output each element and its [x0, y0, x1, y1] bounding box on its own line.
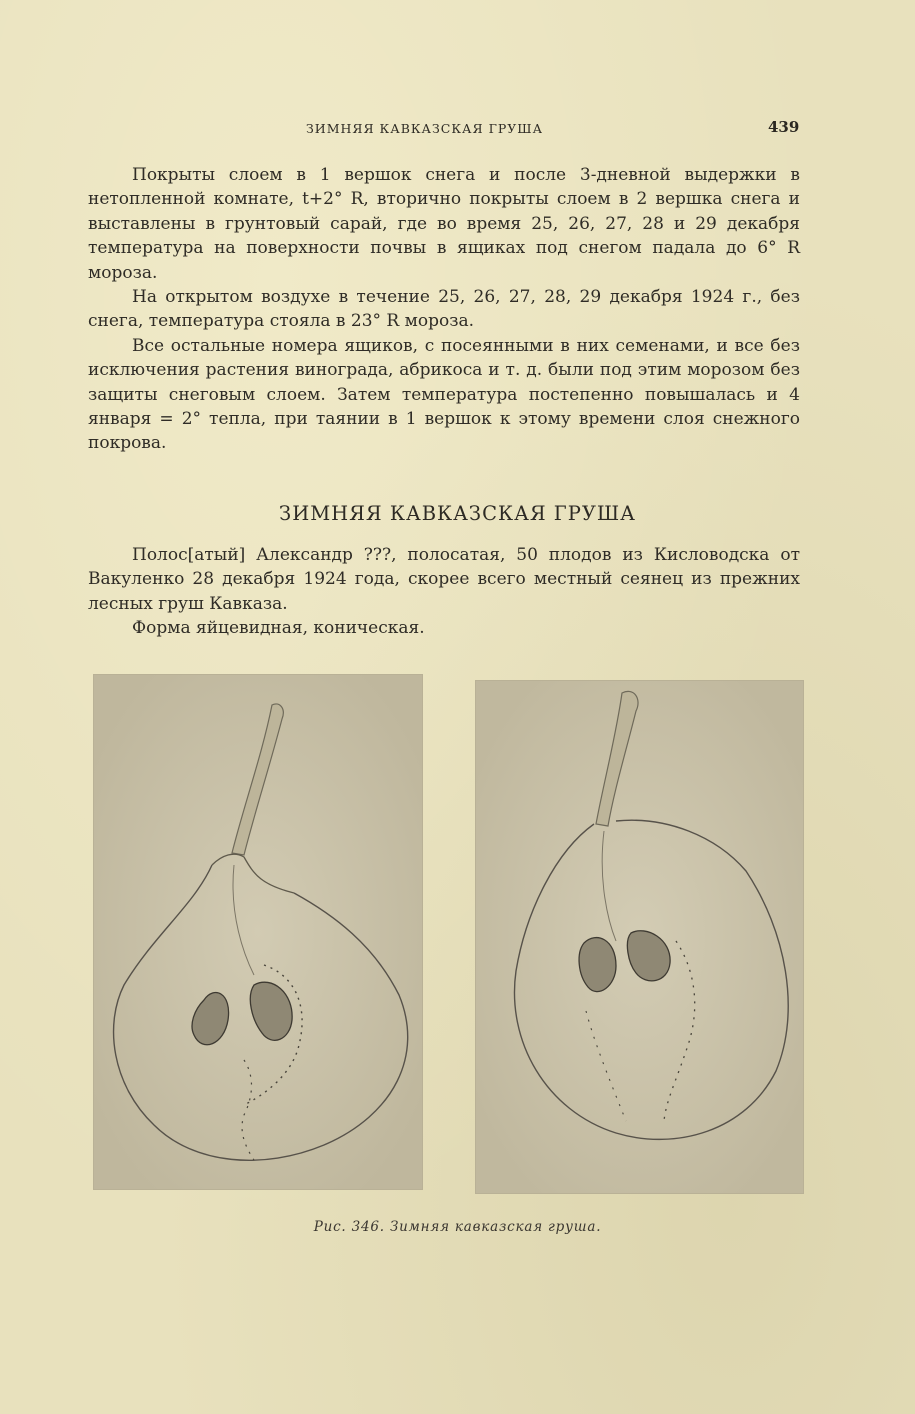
paragraph: Полос[атый] Александр ???, полосатая, 50 плодов из Кисловодска от Вакуленко 28 декабря 1924 года, скорее всего местный сеянец из прежних лесных груш Кавказа.	[88, 545, 800, 614]
running-head: ЗИМНЯЯ КАВКАЗСКАЯ ГРУША	[306, 121, 544, 136]
page-number: 439	[768, 118, 800, 136]
section-text	[88, 543, 800, 641]
figure-caption: Рис. 346. Зимняя кавказская груша.	[313, 1219, 602, 1235]
pear-photo-right	[475, 680, 804, 1194]
pear-photo-left	[93, 674, 423, 1190]
paragraph: На открытом воздухе в течение 25, 26, 27, 28, 29 декабря 1924 г., без снега, температура стояла в 23° R мороза.	[88, 287, 800, 332]
section-title: ЗИМНЯЯ КАВКАЗСКАЯ ГРУША	[279, 502, 636, 525]
paragraph: Покрыты слоем в 1 вершок снега и после 3-дневной выдержки в нетопленной комнате, t+2° R, вторично покрыты слоем в 2 вершка снега и выставлены в грунтовый сарай, где во время 25, 26, 27, 28 и 29 декабря температура на поверхности почвы в ящиках под снегом падала до 6° R мороза.	[88, 165, 800, 283]
paragraph: Форма яйцевидная, коническая.	[132, 618, 425, 639]
paragraph: Все остальные номера ящиков, с посеянными в них семенами, и все без исключения растения винограда, абрикоса и т. д. были под этим морозом без защиты снеговым слоем. Затем температура постепенно повышалась и 4 января = 2° тепла, при таянии в 1 вершок к этому времени слоя снежного покрова.	[88, 335, 800, 454]
intro-text	[88, 163, 800, 456]
